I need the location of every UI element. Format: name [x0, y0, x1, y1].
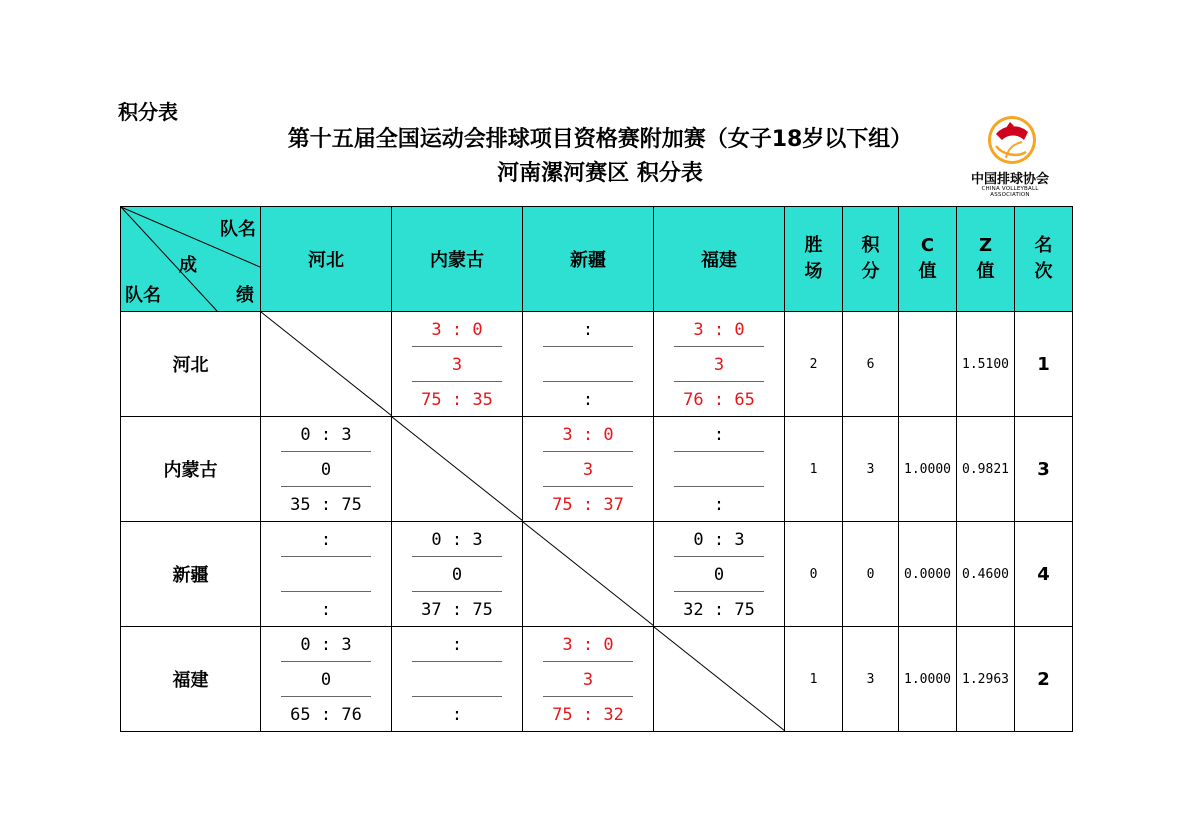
rally-score: 37 : 75 — [421, 600, 493, 620]
self-match-cell — [261, 312, 392, 417]
divider — [543, 661, 633, 662]
z-value: 0.4600 — [957, 522, 1015, 627]
col-header-team: 福建 — [654, 207, 785, 312]
z-value: 0.9821 — [957, 417, 1015, 522]
divider — [412, 661, 502, 662]
set-score: : — [320, 530, 332, 550]
match-result-cell — [523, 417, 654, 522]
rally-score: 76 : 65 — [683, 390, 755, 410]
logo-text-zh: 中国排球协会 — [970, 172, 1049, 187]
self-match-cell — [523, 522, 654, 627]
match-points: 0 — [713, 565, 725, 585]
team-row — [121, 417, 1073, 522]
points-value: 0 — [843, 522, 899, 627]
col-header-team: 河北 — [261, 207, 392, 312]
col-header-team: 内蒙古 — [392, 207, 523, 312]
set-score: 3 : 0 — [693, 320, 745, 340]
match-points: 0 — [320, 670, 332, 690]
set-score: 3 : 0 — [562, 425, 614, 445]
divider — [281, 486, 371, 487]
row-team-name: 新疆 — [121, 522, 261, 627]
diagonal-line — [261, 312, 392, 416]
rally-score: 75 : 35 — [421, 390, 493, 410]
match-result-cell — [392, 312, 523, 417]
divider — [674, 381, 764, 382]
col-header-c-value — [899, 207, 957, 312]
wins-value: 2 — [785, 312, 843, 417]
set-score: : — [451, 635, 463, 655]
set-score: 0 : 3 — [693, 530, 745, 550]
divider — [412, 696, 502, 697]
self-match-cell — [392, 417, 523, 522]
stat-header-label: 名 次 — [1034, 235, 1053, 282]
c-value: 0.0000 — [899, 522, 957, 627]
diagonal-line — [654, 627, 785, 731]
match-result-cell — [261, 417, 392, 522]
rank-value: 4 — [1015, 522, 1073, 627]
page-label: 积分表 — [118, 100, 178, 124]
corner-cell — [121, 207, 261, 312]
rally-score: : — [582, 390, 594, 410]
corner-team-bottom: 队名 — [125, 285, 161, 306]
self-match-cell — [654, 627, 785, 732]
divider — [543, 346, 633, 347]
row-team-name: 内蒙古 — [121, 417, 261, 522]
c-value — [899, 312, 957, 417]
divider — [674, 486, 764, 487]
rank-value: 2 — [1015, 627, 1073, 732]
match-points: 3 — [582, 670, 594, 690]
set-score: 0 : 3 — [431, 530, 483, 550]
match-points: 0 — [320, 460, 332, 480]
match-result-cell — [523, 312, 654, 417]
stat-header-label: C 值 — [918, 235, 937, 282]
col-header-z-value — [957, 207, 1015, 312]
match-result-cell — [392, 522, 523, 627]
divider — [281, 661, 371, 662]
set-score: : — [582, 320, 594, 340]
match-result-cell — [654, 417, 785, 522]
match-result-cell — [654, 522, 785, 627]
rally-score: 32 : 75 — [683, 600, 755, 620]
wins-value: 1 — [785, 417, 843, 522]
set-score: 3 : 0 — [431, 320, 483, 340]
divider — [281, 556, 371, 557]
stat-header-label: 积 分 — [861, 235, 880, 282]
divider — [412, 346, 502, 347]
rally-score: 75 : 37 — [552, 495, 624, 515]
corner-cheng: 成 — [179, 255, 197, 276]
divider — [674, 346, 764, 347]
divider — [674, 591, 764, 592]
rally-score: : — [713, 495, 725, 515]
match-result-cell — [392, 627, 523, 732]
set-score: 3 : 0 — [562, 635, 614, 655]
rank-value: 1 — [1015, 312, 1073, 417]
divider — [281, 451, 371, 452]
divider — [674, 451, 764, 452]
points-value: 3 — [843, 627, 899, 732]
z-value: 1.2963 — [957, 627, 1015, 732]
divider — [543, 381, 633, 382]
diagonal-line — [523, 522, 654, 626]
match-result-cell — [261, 627, 392, 732]
stat-header-label: Z 值 — [976, 235, 995, 282]
rally-score: 65 : 76 — [290, 705, 362, 725]
set-score: 0 : 3 — [300, 425, 352, 445]
rally-score: 75 : 32 — [552, 705, 624, 725]
divider — [543, 451, 633, 452]
col-header-rank — [1015, 207, 1073, 312]
col-header-team: 新疆 — [523, 207, 654, 312]
stat-header-label: 胜 场 — [804, 235, 823, 282]
match-points: 3 — [582, 460, 594, 480]
logo-text-en: CHINA VOLLEYBALL ASSOCIATION — [981, 186, 1039, 198]
title-line-2: 河南漯河赛区 积分表 — [497, 161, 703, 186]
divider — [543, 486, 633, 487]
team-row — [121, 312, 1073, 417]
divider — [412, 591, 502, 592]
match-result-cell — [261, 522, 392, 627]
row-team-name: 福建 — [121, 627, 261, 732]
title-line-1: 第十五届全国运动会排球项目资格赛附加赛（女子18岁以下组） — [287, 127, 913, 152]
standings-table — [120, 206, 1073, 732]
rally-score: 35 : 75 — [290, 495, 362, 515]
diagonal-line — [392, 417, 523, 521]
points-value: 3 — [843, 417, 899, 522]
divider — [543, 696, 633, 697]
match-points: 3 — [451, 355, 463, 375]
row-team-name: 河北 — [121, 312, 261, 417]
team-row — [121, 627, 1073, 732]
wins-value: 1 — [785, 627, 843, 732]
divider — [281, 696, 371, 697]
team-row — [121, 522, 1073, 627]
rank-value: 3 — [1015, 417, 1073, 522]
match-points: 3 — [713, 355, 725, 375]
match-result-cell — [523, 627, 654, 732]
wins-value: 0 — [785, 522, 843, 627]
c-value: 1.0000 — [899, 417, 957, 522]
set-score: : — [713, 425, 725, 445]
z-value: 1.5100 — [957, 312, 1015, 417]
header-row — [121, 207, 1073, 312]
divider — [412, 381, 502, 382]
corner-ji: 绩 — [236, 285, 254, 306]
match-points: 0 — [451, 565, 463, 585]
divider — [281, 591, 371, 592]
corner-team-top: 队名 — [220, 219, 256, 240]
c-value: 1.0000 — [899, 627, 957, 732]
match-result-cell — [654, 312, 785, 417]
rally-score: : — [451, 705, 463, 725]
col-header-wins — [785, 207, 843, 312]
divider — [412, 556, 502, 557]
col-header-points — [843, 207, 899, 312]
set-score: 0 : 3 — [300, 635, 352, 655]
rally-score: : — [320, 600, 332, 620]
points-value: 6 — [843, 312, 899, 417]
divider — [674, 556, 764, 557]
